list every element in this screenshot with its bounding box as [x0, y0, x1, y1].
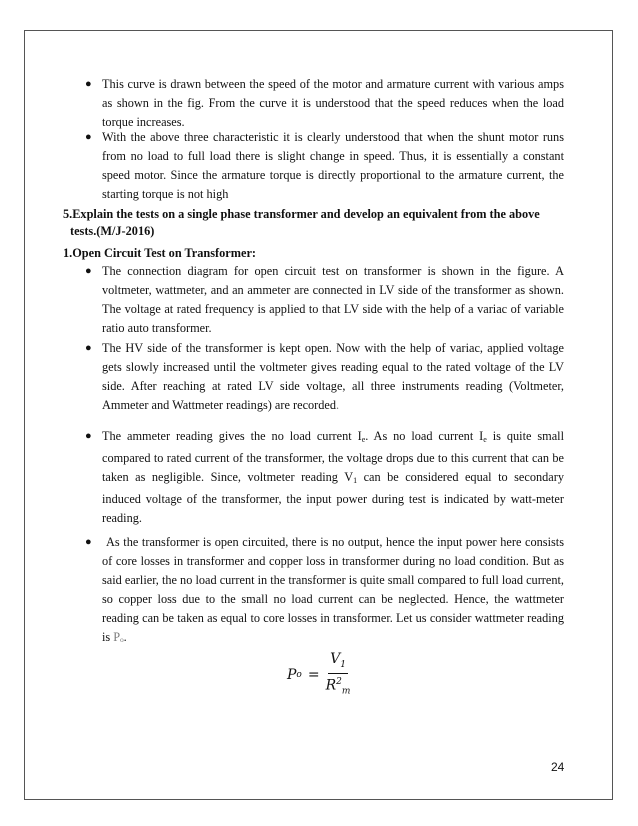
question-line-2: tests.(M/J-2016) — [70, 224, 155, 238]
question-line-1: 5.Explain the tests on a single phase transformer and develop an equivalent from the above — [63, 207, 540, 221]
bullet-icon: ● — [85, 342, 92, 354]
subscript: e — [361, 435, 366, 444]
list-item — [85, 128, 564, 204]
bullet-text: As the transformer is open circuited, there is no output, hence the input power here consists of core losses in transformer and copper loss in transformer during no load condition. But as said earlier, the no load current in the transformer is quite small compared to full load current, so copper loss due to the small no load current can be neglected. Hence, the wattmeter reading can be taken as equal to core losses in transformer. Let us consider wattmeter reading is — [102, 535, 564, 644]
formula-fraction — [326, 651, 351, 699]
denominator-symbol: R — [325, 677, 337, 694]
list-item — [85, 262, 564, 338]
bullet-text: With the above three characteristic it is clearly understood that when the shunt motor runs from no load to full load there is slight change in speed. Thus, it is essentially a constant speed motor. Since the armature torque is directly proportional to the armature current, the starting torque is not high — [102, 130, 564, 201]
bullet-text: The ammeter reading gives the no load current I — [102, 429, 362, 443]
bullet-text: The connection diagram for open circuit test on transformer is shown in the figure. A voltmeter, wattmeter, and an ammeter are connected in LV side of the transformer as shown. The voltage at rated frequency is applied to that LV side with the help of a variac of variable ratio auto transformer. — [102, 264, 564, 335]
formula-denominator — [326, 674, 351, 699]
formula-numerator — [328, 651, 348, 674]
bullet-icon: ● — [85, 131, 92, 143]
subscript: 1 — [353, 476, 358, 485]
list-item — [85, 339, 564, 415]
bullet-text: is quite small compared to rated current of the transformer, the voltage drops due to this current that can be taken as negligible. Since, voltmeter reading V — [102, 429, 564, 484]
page-number: 24 — [551, 760, 565, 774]
bullet-icon: ● — [85, 78, 92, 90]
bullet-text: The HV side of the transformer is kept open. Now with the help of variac, applied voltage gets slowly increased until the voltmeter gives reading equal to the rated voltage of the LV side. After reaching at rated LV side voltage, all three instruments reading (Voltmeter, Ammeter and Wattmeter readings) are recorded — [102, 341, 564, 412]
list-item — [85, 533, 564, 647]
subscript: e — [483, 435, 487, 444]
bullet-text: This curve is drawn between the speed of the motor and armature current with various amps as shown in the fig. From the curve it is understood that the speed reduces when the load torque increases. — [102, 77, 564, 129]
formula-equals: = — [307, 666, 320, 683]
bullet-text: can be considered equal to secondary induced voltage of the transformer, the input power during test is indicated by watt-meter reading. — [102, 470, 564, 525]
formula-lhs-subscript: o — [296, 669, 302, 680]
denominator-superscript: 2 — [336, 676, 342, 687]
bullet-text-end: . — [336, 398, 340, 412]
list-item — [85, 75, 564, 132]
power-symbol: Pₒ — [113, 630, 124, 644]
formula — [287, 651, 350, 699]
section-title: 1.Open Circuit Test on Transformer: — [63, 246, 256, 260]
bullet-text: . As no load current I — [365, 429, 484, 443]
denominator-subscript: m — [341, 686, 351, 697]
question-heading — [63, 206, 563, 240]
list-item — [85, 427, 564, 528]
bullet-icon: ● — [85, 430, 92, 442]
numerator-symbol: V — [330, 651, 341, 667]
bullet-icon: ● — [85, 536, 92, 548]
formula-lhs: P — [287, 666, 297, 683]
bullet-icon: ● — [85, 265, 92, 277]
bullet-text-end: . — [123, 630, 127, 644]
numerator-subscript: 1 — [340, 659, 346, 670]
